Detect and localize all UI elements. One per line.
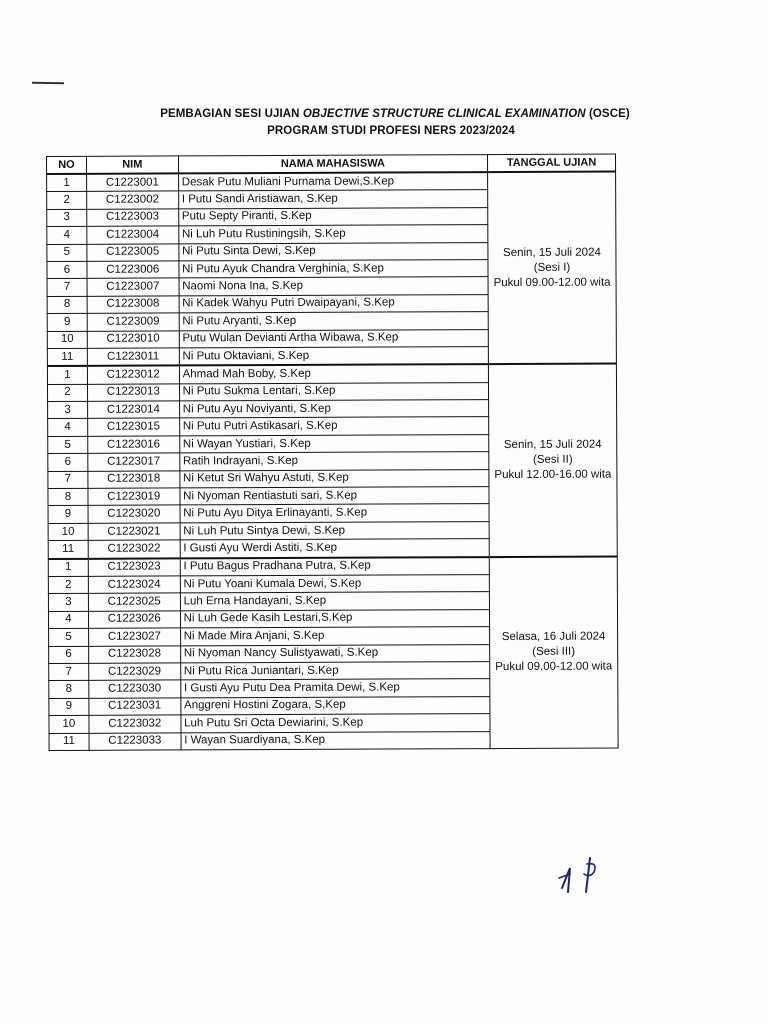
name-cell: Ni Luh Gede Kasih Lestari,S.Kep <box>180 609 489 628</box>
nim-cell: C1223033 <box>89 732 181 750</box>
name-cell: Ni Wayan Yustiari, S.Kep <box>179 434 488 453</box>
nim-cell: C1223002 <box>87 191 179 209</box>
name-cell: Ni Putu Putri Astikasari, S.Kep <box>179 417 488 436</box>
document-title <box>0 106 768 140</box>
nim-cell: C1223026 <box>88 611 180 629</box>
table-body <box>47 172 619 751</box>
session-time: Pukul 09.00-12.00 wita <box>495 660 613 674</box>
nim-cell: C1223004 <box>87 226 179 244</box>
no-cell: 6 <box>48 454 88 472</box>
no-cell: 4 <box>48 611 88 629</box>
name-cell: Ni Putu Aryanti, S.Kep <box>179 312 488 331</box>
name-cell: Ni Putu Ayu Noviyanti, S.Kep <box>179 400 488 419</box>
no-cell: 7 <box>49 663 89 681</box>
no-cell: 9 <box>48 506 88 524</box>
table-row <box>47 364 616 384</box>
nim-cell: C1223020 <box>88 505 180 523</box>
name-cell: Ni Putu Ayu Ditya Erlinayanti, S.Kep <box>180 504 489 523</box>
nim-cell: C1223024 <box>88 576 180 594</box>
title-line-2: PROGRAM STUDI PROFESI NERS 2023/2024 <box>267 125 515 137</box>
nim-cell: C1223030 <box>89 680 181 698</box>
name-cell: Luh Putu Sri Octa Dewiarini, S.Kep <box>181 714 490 733</box>
title-line-1 <box>0 106 768 123</box>
nim-cell: C1223027 <box>88 628 180 646</box>
session-cell <box>489 556 618 748</box>
name-cell: I Gusti Ayu Putu Dea Pramita Dewi, S.Kep <box>180 679 489 698</box>
name-cell: Ahmad Mah Boby, S.Kep <box>179 364 488 383</box>
name-cell: Ni Luh Putu Rustiningsih, S.Kep <box>178 225 487 244</box>
session-date: Senin, 15 Juli 2024 <box>502 246 601 259</box>
nim-cell: C1223021 <box>88 523 180 541</box>
name-cell: Ni Putu Ayuk Chandra Verghinia, S.Kep <box>179 260 488 279</box>
no-cell: 4 <box>47 226 87 244</box>
name-cell: Ni Putu Oktaviani, S.Kep <box>179 346 488 365</box>
nim-cell: C1223032 <box>89 715 181 733</box>
session-date: Senin, 15 Juli 2024 <box>503 438 602 451</box>
signature-initials <box>556 852 616 902</box>
name-cell: Ni Kadek Wahyu Putri Dwaipayani, S.Kep <box>179 294 488 313</box>
nim-cell: C1223017 <box>88 453 180 471</box>
name-cell: Ratih Indrayani, S.Kep <box>179 452 488 471</box>
no-cell: 5 <box>48 436 88 454</box>
nim-cell: C1223006 <box>87 261 179 279</box>
no-cell: 11 <box>49 733 89 751</box>
no-cell: 1 <box>47 174 87 192</box>
no-cell: 2 <box>47 384 87 402</box>
no-cell: 5 <box>47 244 87 262</box>
name-cell: Luh Erna Handayani, S.Kep <box>180 592 489 611</box>
no-cell: 6 <box>47 261 87 279</box>
nim-cell: C1223029 <box>89 663 181 681</box>
nim-cell: C1223009 <box>87 313 179 331</box>
no-cell: 3 <box>48 401 88 419</box>
no-cell: 1 <box>47 366 87 384</box>
session-session: (Sesi II) <box>532 453 573 466</box>
no-cell: 4 <box>48 419 88 437</box>
no-cell: 11 <box>47 348 87 366</box>
name-cell: Ni Putu Sukma Lentari, S.Kep <box>179 382 488 401</box>
name-cell: Ni Putu Yoani Kumala Dewi, S.Kep <box>180 575 489 594</box>
table-row <box>47 172 616 192</box>
header-no: NO <box>47 156 87 174</box>
nim-cell: C1223008 <box>87 296 179 314</box>
name-cell: Ni Putu Rica Juniantari, S.Kep <box>180 662 489 681</box>
name-cell: Ni Nyoman Rentiastuti sari, S.Kep <box>180 487 489 506</box>
header-nim: NIM <box>86 156 178 174</box>
nim-cell: C1223016 <box>88 436 180 454</box>
nim-cell: C1223031 <box>89 698 181 716</box>
nim-cell: C1223010 <box>87 330 179 348</box>
no-cell: 1 <box>48 558 88 576</box>
no-cell: 2 <box>47 192 87 210</box>
nim-cell: C1223014 <box>87 401 179 419</box>
nim-cell: C1223003 <box>87 209 179 227</box>
header-nama: NAMA MAHASISWA <box>178 155 487 174</box>
nim-cell: C1223007 <box>87 278 179 296</box>
no-cell: 8 <box>47 296 87 314</box>
nim-cell: C1223001 <box>86 173 178 191</box>
title-italic: OBJECTIVE STRUCTURE CLINICAL EXAMINATION <box>302 108 586 120</box>
nim-cell: C1223015 <box>88 418 180 436</box>
name-cell: I Wayan Suardiyana, S.Kep <box>181 731 490 750</box>
pen-mark <box>32 82 64 85</box>
name-cell: Putu Wulan Devianti Artha Wibawa, S.Kep <box>179 329 488 348</box>
no-cell: 11 <box>48 541 88 559</box>
name-cell: Ni Ketut Sri Wahyu Astuti, S.Kep <box>180 469 489 488</box>
no-cell: 10 <box>49 715 89 733</box>
name-cell: Putu Septy Piranti, S.Kep <box>178 207 487 226</box>
name-cell: Ni Luh Putu Sintya Dewi, S.Kep <box>180 521 489 540</box>
nim-cell: C1223028 <box>89 645 181 663</box>
no-cell: 9 <box>47 313 87 331</box>
name-cell: Naomi Nona Ina, S.Kep <box>179 277 488 296</box>
nim-cell: C1223018 <box>88 471 180 489</box>
session-session: (Sesi I) <box>533 261 571 274</box>
nim-cell: C1223025 <box>88 593 180 611</box>
no-cell: 3 <box>48 594 88 612</box>
no-cell: 9 <box>49 698 89 716</box>
name-cell: Anggreni Hostini Zogara, S,Kep <box>181 696 490 715</box>
no-cell: 10 <box>48 523 88 541</box>
exam-schedule-table <box>46 154 619 751</box>
title-prefix: PEMBAGIAN SESI UJIAN <box>160 108 303 120</box>
title-suffix: (OSCE) <box>585 108 630 120</box>
name-cell: Ni Putu Sinta Dewi, S.Kep <box>179 242 488 261</box>
session-date: Selasa, 16 Juli 2024 <box>501 630 606 644</box>
nim-cell: C1223011 <box>87 348 179 366</box>
name-cell: Ni Made Mira Anjani, S.Kep <box>180 627 489 646</box>
header-tanggal: TANGGAL UJIAN <box>488 154 616 172</box>
no-cell: 3 <box>47 209 87 227</box>
no-cell: 5 <box>49 628 89 646</box>
session-cell <box>488 172 617 365</box>
no-cell: 8 <box>49 681 89 699</box>
nim-cell: C1223022 <box>88 540 180 558</box>
nim-cell: C1223013 <box>87 384 179 402</box>
no-cell: 8 <box>48 488 88 506</box>
name-cell: Desak Putu Muliani Purnama Dewi,S.Kep <box>178 172 487 191</box>
nim-cell: C1223012 <box>87 366 179 384</box>
no-cell: 10 <box>47 331 87 349</box>
no-cell: 2 <box>48 576 88 594</box>
name-cell: I Putu Bagus Pradhana Putra, S.Kep <box>180 557 489 576</box>
name-cell: Ni Nyoman Nancy Sulistyawati, S.Kep <box>180 644 489 663</box>
no-cell: 7 <box>47 279 87 297</box>
session-session: (Sesi III) <box>532 645 576 659</box>
nim-cell: C1223005 <box>87 243 179 261</box>
nim-cell: C1223019 <box>88 488 180 506</box>
session-time: Pukul 12.00-16.00 wita <box>494 468 612 481</box>
nim-cell: C1223023 <box>88 558 180 576</box>
no-cell: 6 <box>49 646 89 664</box>
name-cell: I Putu Sandi Aristiawan, S.Kep <box>178 190 487 209</box>
no-cell: 7 <box>48 471 88 489</box>
session-cell <box>488 364 617 557</box>
table-row <box>48 556 617 576</box>
session-time: Pukul 09.00-12.00 wita <box>493 276 611 289</box>
name-cell: I Gusti Ayu Werdi Astiti, S.Kep <box>180 539 489 558</box>
